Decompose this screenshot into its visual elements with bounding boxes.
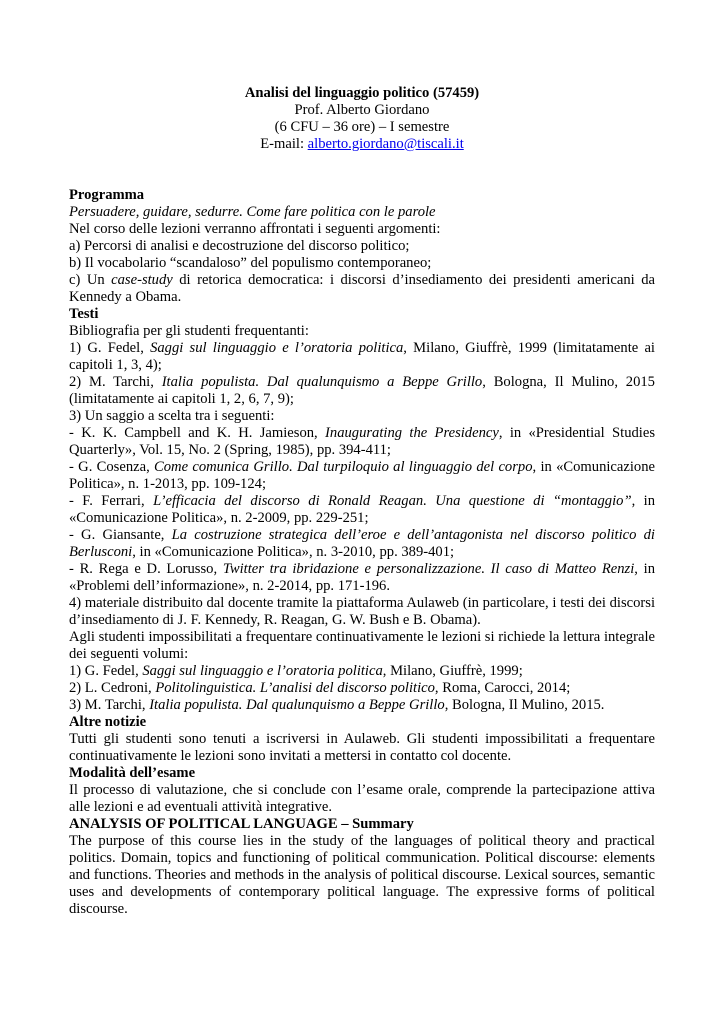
non-frequentanti-item-3: 3) M. Tarchi, Italia populista. Dal qualunquismo a Beppe Grillo, Bologna, Il Mulino, 2015. xyxy=(69,697,605,713)
course-credits: (6 CFU – 36 ore) – I semestre xyxy=(274,119,450,135)
saggio-item-2: - G. Cosenza, Come comunica Grillo. Dal turpiloquio al linguaggio del corpo, in «Comunicazione Politica», n. 1-2013, pp. 109-124; xyxy=(69,459,655,492)
programma-item-a: a) Percorsi di analisi e decostruzione del discorso politico; xyxy=(69,238,410,254)
saggio-item-3: - F. Ferrari, L’efficacia del discorso di Ronald Reagan. Una questione di “montaggio”, in «Comunicazione Politica», n. 2-2009, pp. 229-251; xyxy=(69,493,655,526)
altre-notizie-text: Tutti gli studenti sono tenuti a iscriversi in Aulaweb. Gli studenti impossibilitati a frequentare continuativamente le lezioni sono invitati a mettersi in contatto col docente. xyxy=(69,731,655,764)
course-header xyxy=(69,85,655,153)
testi-item-4: 4) materiale distribuito dal docente tramite la piattaforma Aulaweb (in particolare, i testi dei discorsi d’insediamento di J. F. Kennedy, R. Reagan, G. W. Bush e B. Obama). xyxy=(69,595,655,628)
non-frequentanti-item-1: 1) G. Fedel, Saggi sul linguaggio e l’oratoria politica, Milano, Giuffrè, 1999; xyxy=(69,663,523,679)
non-frequentanti-item-2: 2) L. Cedroni, Politolinguistica. L’analisi del discorso politico, Roma, Carocci, 2014; xyxy=(69,680,571,696)
testi-intro: Bibliografia per gli studenti frequentanti: xyxy=(69,323,309,339)
programma-item-c: c) Un case-study di retorica democratica: i discorsi d’insediamento dei presidenti americani da Kennedy a Obama. xyxy=(69,272,655,305)
testi-heading: Testi xyxy=(69,306,99,322)
email-link[interactable]: alberto.giordano@tiscali.it xyxy=(307,136,464,152)
spacer xyxy=(69,153,655,187)
summary-heading: ANALYSIS OF POLITICAL LANGUAGE – Summary xyxy=(69,816,414,832)
programma-intro: Nel corso delle lezioni verranno affrontati i seguenti argomenti: xyxy=(69,221,441,237)
saggio-item-1: - K. K. Campbell and K. H. Jamieson, Inaugurating the Presidency, in «Presidential Studies Quarterly», Vol. 15, No. 2 (Spring, 1985), pp. 394-411; xyxy=(69,425,656,458)
testi-item-3: 3) Un saggio a scelta tra i seguenti: xyxy=(69,408,275,424)
testi-item-1: 1) G. Fedel, Saggi sul linguaggio e l’oratoria politica, Milano, Giuffrè, 1999 (limitatamente ai capitoli 1, 3, 4); xyxy=(69,340,655,373)
professor-name: Prof. Alberto Giordano xyxy=(294,102,430,118)
programma-subtitle: Persuadere, guidare, sedurre. Come fare politica con le parole xyxy=(69,204,436,220)
email-label: E-mail: xyxy=(260,136,308,152)
esame-heading: Modalità dell’esame xyxy=(69,765,196,781)
testi-item-2: 2) M. Tarchi, Italia populista. Dal qualunquismo a Beppe Grillo, Bologna, Il Mulino, 2015 (limitatamente ai capitoli 1, 2, 6, 7, 9); xyxy=(69,374,655,407)
saggio-item-4: - G. Giansante, La costruzione strategica dell’eroe e dell’antagonista nel discorso politico di Berlusconi, in «Comunicazione Politica», n. 3-2010, pp. 389-401; xyxy=(69,527,655,560)
course-title: Analisi del linguaggio politico (57459) xyxy=(244,85,480,101)
non-frequentanti-intro: Agli studenti impossibilitati a frequentare continuativamente le lezioni si richiede la lettura integrale dei seguenti volumi: xyxy=(69,629,655,662)
email-line xyxy=(69,136,655,153)
programma-heading: Programma xyxy=(69,187,145,203)
altre-notizie-heading: Altre notizie xyxy=(69,714,147,730)
programma-item-b: b) Il vocabolario “scandaloso” del populismo contemporaneo; xyxy=(69,255,432,271)
document-page xyxy=(69,85,655,918)
esame-text: Il processo di valutazione, che si conclude con l’esame orale, comprende la partecipazione attiva alle lezioni e ad eventuali attività integrative. xyxy=(69,782,655,815)
saggio-item-5: - R. Rega e D. Lorusso, Twitter tra ibridazione e personalizzazione. Il caso di Matteo Renzi, in «Problemi dell’informazione», n. 2-2014, pp. 171-196. xyxy=(69,561,655,594)
summary-text: The purpose of this course lies in the study of the languages of political theory and practical politics. Domain, topics and functioning of political communication. Political discourse: elements and functions. Theories and methods in the analysis of political discourse. Lexical sources, semantic uses and developments of contemporary political language. The expressive forms of political discourse. xyxy=(69,833,655,917)
